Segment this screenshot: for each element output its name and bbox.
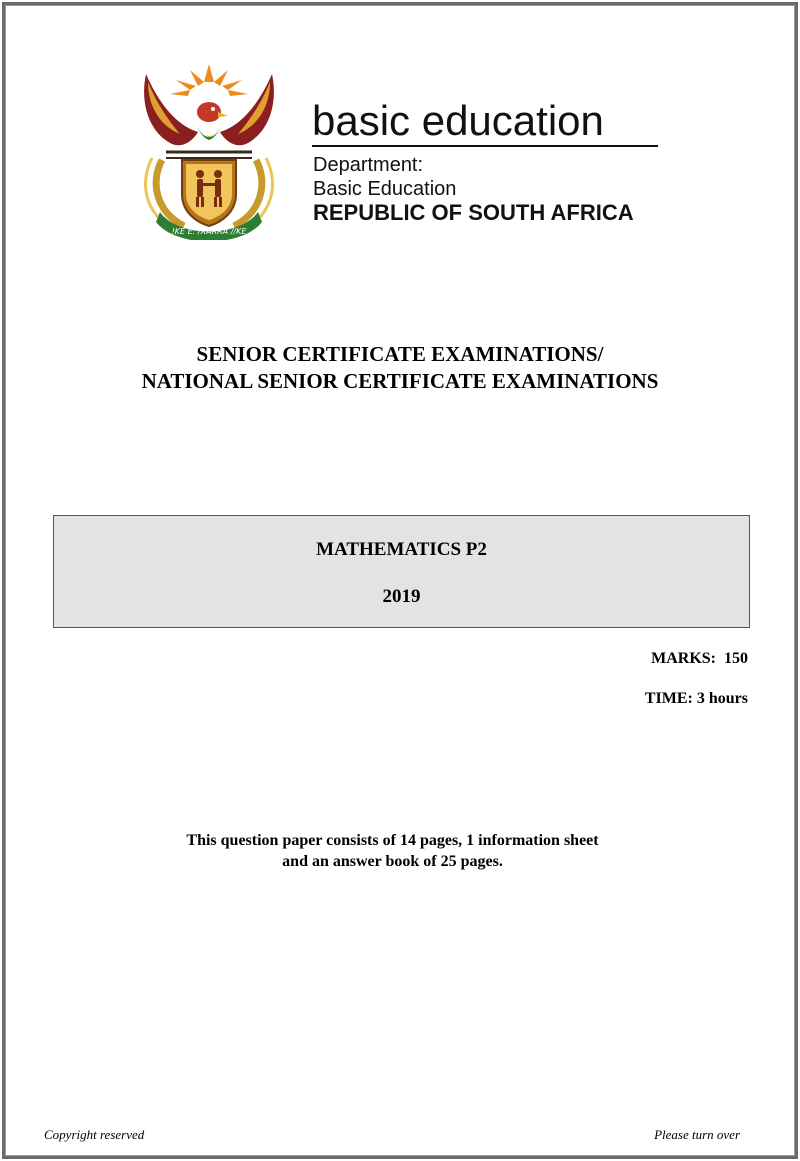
brand-underline (312, 145, 658, 147)
country-name: REPUBLIC OF SOUTH AFRICA (313, 200, 634, 225)
subject-name: MATHEMATICS P2 (316, 539, 487, 560)
exam-title-line2: NATIONAL SENIOR CERTIFICATE EXAMINATIONS (141, 369, 659, 393)
coat-of-arms-motto: !KE E: /XARRA //KE (171, 227, 247, 236)
paper-info-line1: This question paper consists of 14 pages, 1 information sheet (186, 832, 599, 849)
department-header (138, 60, 668, 245)
brand-title: basic education (312, 97, 604, 144)
paper-info-line2: and an answer book of 25 pages. (282, 853, 503, 870)
department-label: Department: (313, 154, 424, 176)
exam-title-line1: SENIOR CERTIFICATE EXAMINATIONS/ (196, 342, 604, 366)
subject-year: 2019 (382, 586, 421, 607)
footer-copyright: Copyright reserved (44, 1127, 145, 1142)
department-name: Basic Education (313, 178, 457, 200)
marks-total: MARKS: 150 (651, 650, 748, 667)
footer-turn-over: Please turn over (654, 1127, 740, 1142)
time-allowed: TIME: 3 hours (644, 690, 748, 707)
subject-box (53, 515, 750, 628)
south-african-coat-of-arms-icon (138, 62, 280, 240)
